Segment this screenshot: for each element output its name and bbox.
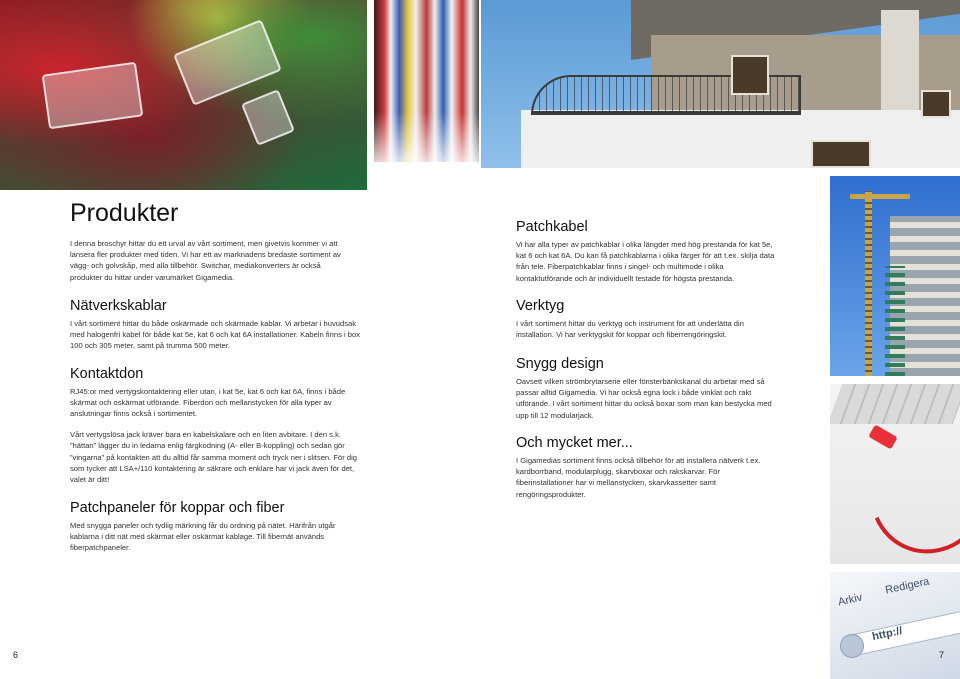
browser-back-button (840, 634, 864, 658)
patchkabel-section (516, 219, 778, 284)
section-body (516, 376, 778, 422)
section-paragraph: I vårt sortiment hittar du verktyg och instrument för att underlätta din installation. Vi har verktygskit för koppar och fiberrengöringskit. (516, 318, 744, 340)
section-paragraph: Vi har alla typer av patchkablar i olika längder med hög prestanda för kat 5e, kat 6 och kat 6A. Du kan få patchkablarna i olika färger för att t.ex. skilja data från tele. Fiberpatchkablar finns i singel- och multimode i olika kontaktutförande och är individuellt testade för högsta prestanda. (516, 239, 775, 283)
building-photo (481, 0, 960, 168)
section-heading: Patchpaneler för koppar och fiber (70, 500, 285, 516)
intro-text: I denna broschyr hittar du ett urval av vårt sortiment, men givetvis kommer vi att lansera fler produkter med tiden. Vi har ett av marknadens bredaste sortiment av vägg- och golvskåp, med alla tillbehör. Switchar, mediakonverters är också produkter du hittar under varumärket Gigamedia. (70, 238, 341, 282)
red-network-cable (851, 407, 960, 564)
crane-mast (865, 191, 872, 376)
section-body (70, 520, 360, 554)
section-body (516, 239, 778, 285)
building-chimney (881, 10, 919, 110)
section-body (516, 318, 778, 341)
section-heading: Nätverkskablar (70, 298, 167, 314)
section-body (70, 318, 360, 352)
section-heading: Verktyg (516, 298, 565, 314)
section-heading: Patchkabel (516, 219, 588, 235)
scaffolding (885, 266, 905, 376)
patchpaneler-section (70, 500, 360, 554)
section-body (516, 455, 778, 501)
page-number-right: 7 (939, 650, 945, 660)
construction-crane-photo (830, 176, 960, 376)
snygg-design-section (516, 356, 778, 421)
browser-url-bar (849, 606, 960, 657)
laptop-keyboard (830, 384, 960, 424)
browser-menu-text: Redigera (884, 575, 931, 597)
browser-url-text: http:// (871, 624, 904, 644)
connector-plug (241, 89, 295, 146)
section-paragraph: I vårt sortiment hittar du både oskärmade och skärmade kablar. Vi arbetar i huvudsak med halogenfri kabel för både kat 5e, kat 6 och kat 6A installationer. Kabeln finns i box 100 och 305 meter, samt på trumma 500 meter. (70, 318, 361, 351)
section-heading: Snygg design (516, 356, 604, 372)
browser-address-bar-photo (830, 572, 960, 679)
produkter-section (70, 200, 350, 283)
och-mycket-mer-section (516, 435, 778, 500)
page-title: Produkter (70, 199, 179, 227)
verktyg-section (516, 298, 778, 340)
crane-jib (850, 194, 910, 199)
connector-plug (42, 62, 144, 130)
kontaktdon-section (70, 366, 360, 486)
building-lower-wall (521, 110, 960, 168)
building-window (921, 90, 951, 118)
section-paragraph: I Gigamedias sortiment finns också tillbehör för att installera nätverk t.ex. kardborrband, modularplugg, skarvboxar och rakskarvar. För fiberinstallationer har vi mellanstycken, skarvkassetter samt rengöringsprodukter. (516, 455, 761, 499)
section-paragraph: RJ45:or med vertygskontaktering eller utan, i kat 5e, kat 6 och kat 6A, finns i både skärmat och oskärmat utförande. Fiberdon och mellanstycken för alla typer av anslutningar finns också i sortimentet. (70, 386, 346, 419)
patch-cables-photo (374, 0, 479, 162)
laptop-cable-photo (830, 384, 960, 564)
browser-menu-text: Arkiv (837, 591, 864, 609)
section-body (70, 386, 360, 486)
rj45-connectors-photo (0, 0, 367, 190)
building-window (811, 140, 871, 168)
section-paragraph: Med snygga paneler och tydlig märkning får du ordning på nätet. Härifrån utgår kablarna i ditt nät med skärmat eller oskärmat kablage. Till fibernät används fiberpatchpaneler. (70, 520, 336, 553)
connector-plug (173, 19, 282, 106)
section-heading: Och mycket mer... (516, 435, 633, 451)
section-heading: Kontaktdon (70, 366, 144, 382)
natverkskablar-section (70, 298, 360, 352)
page-number-left: 6 (13, 650, 19, 660)
section-paragraph: Vårt vertygslösa jack kräver bara en kabelskalare och en liten avbitare. I den s.k. ”hättan” lägger du in ledarna enlig färgkodning (A- eller B-koppling) och sedan gör ”vingarna” på kontakten att du alltid får samma moment och tryck ner i slitsen. För dig som tycker att LSA+/110 kontaktering är säkrare och enklare har vi jack även för det, valet är ditt! (70, 429, 357, 485)
building-window (731, 55, 769, 95)
section-paragraph: Oavsett vilken strömbrytarserie eller fönsterbänkskanal du arbetar med så passar alltid Gigamedia. Vi har också egna lock i både vinklat och rakt utförande. I vårt sortiment hittar du också boxar som man kan bestycka med upp till 12 modularjack. (516, 376, 772, 420)
